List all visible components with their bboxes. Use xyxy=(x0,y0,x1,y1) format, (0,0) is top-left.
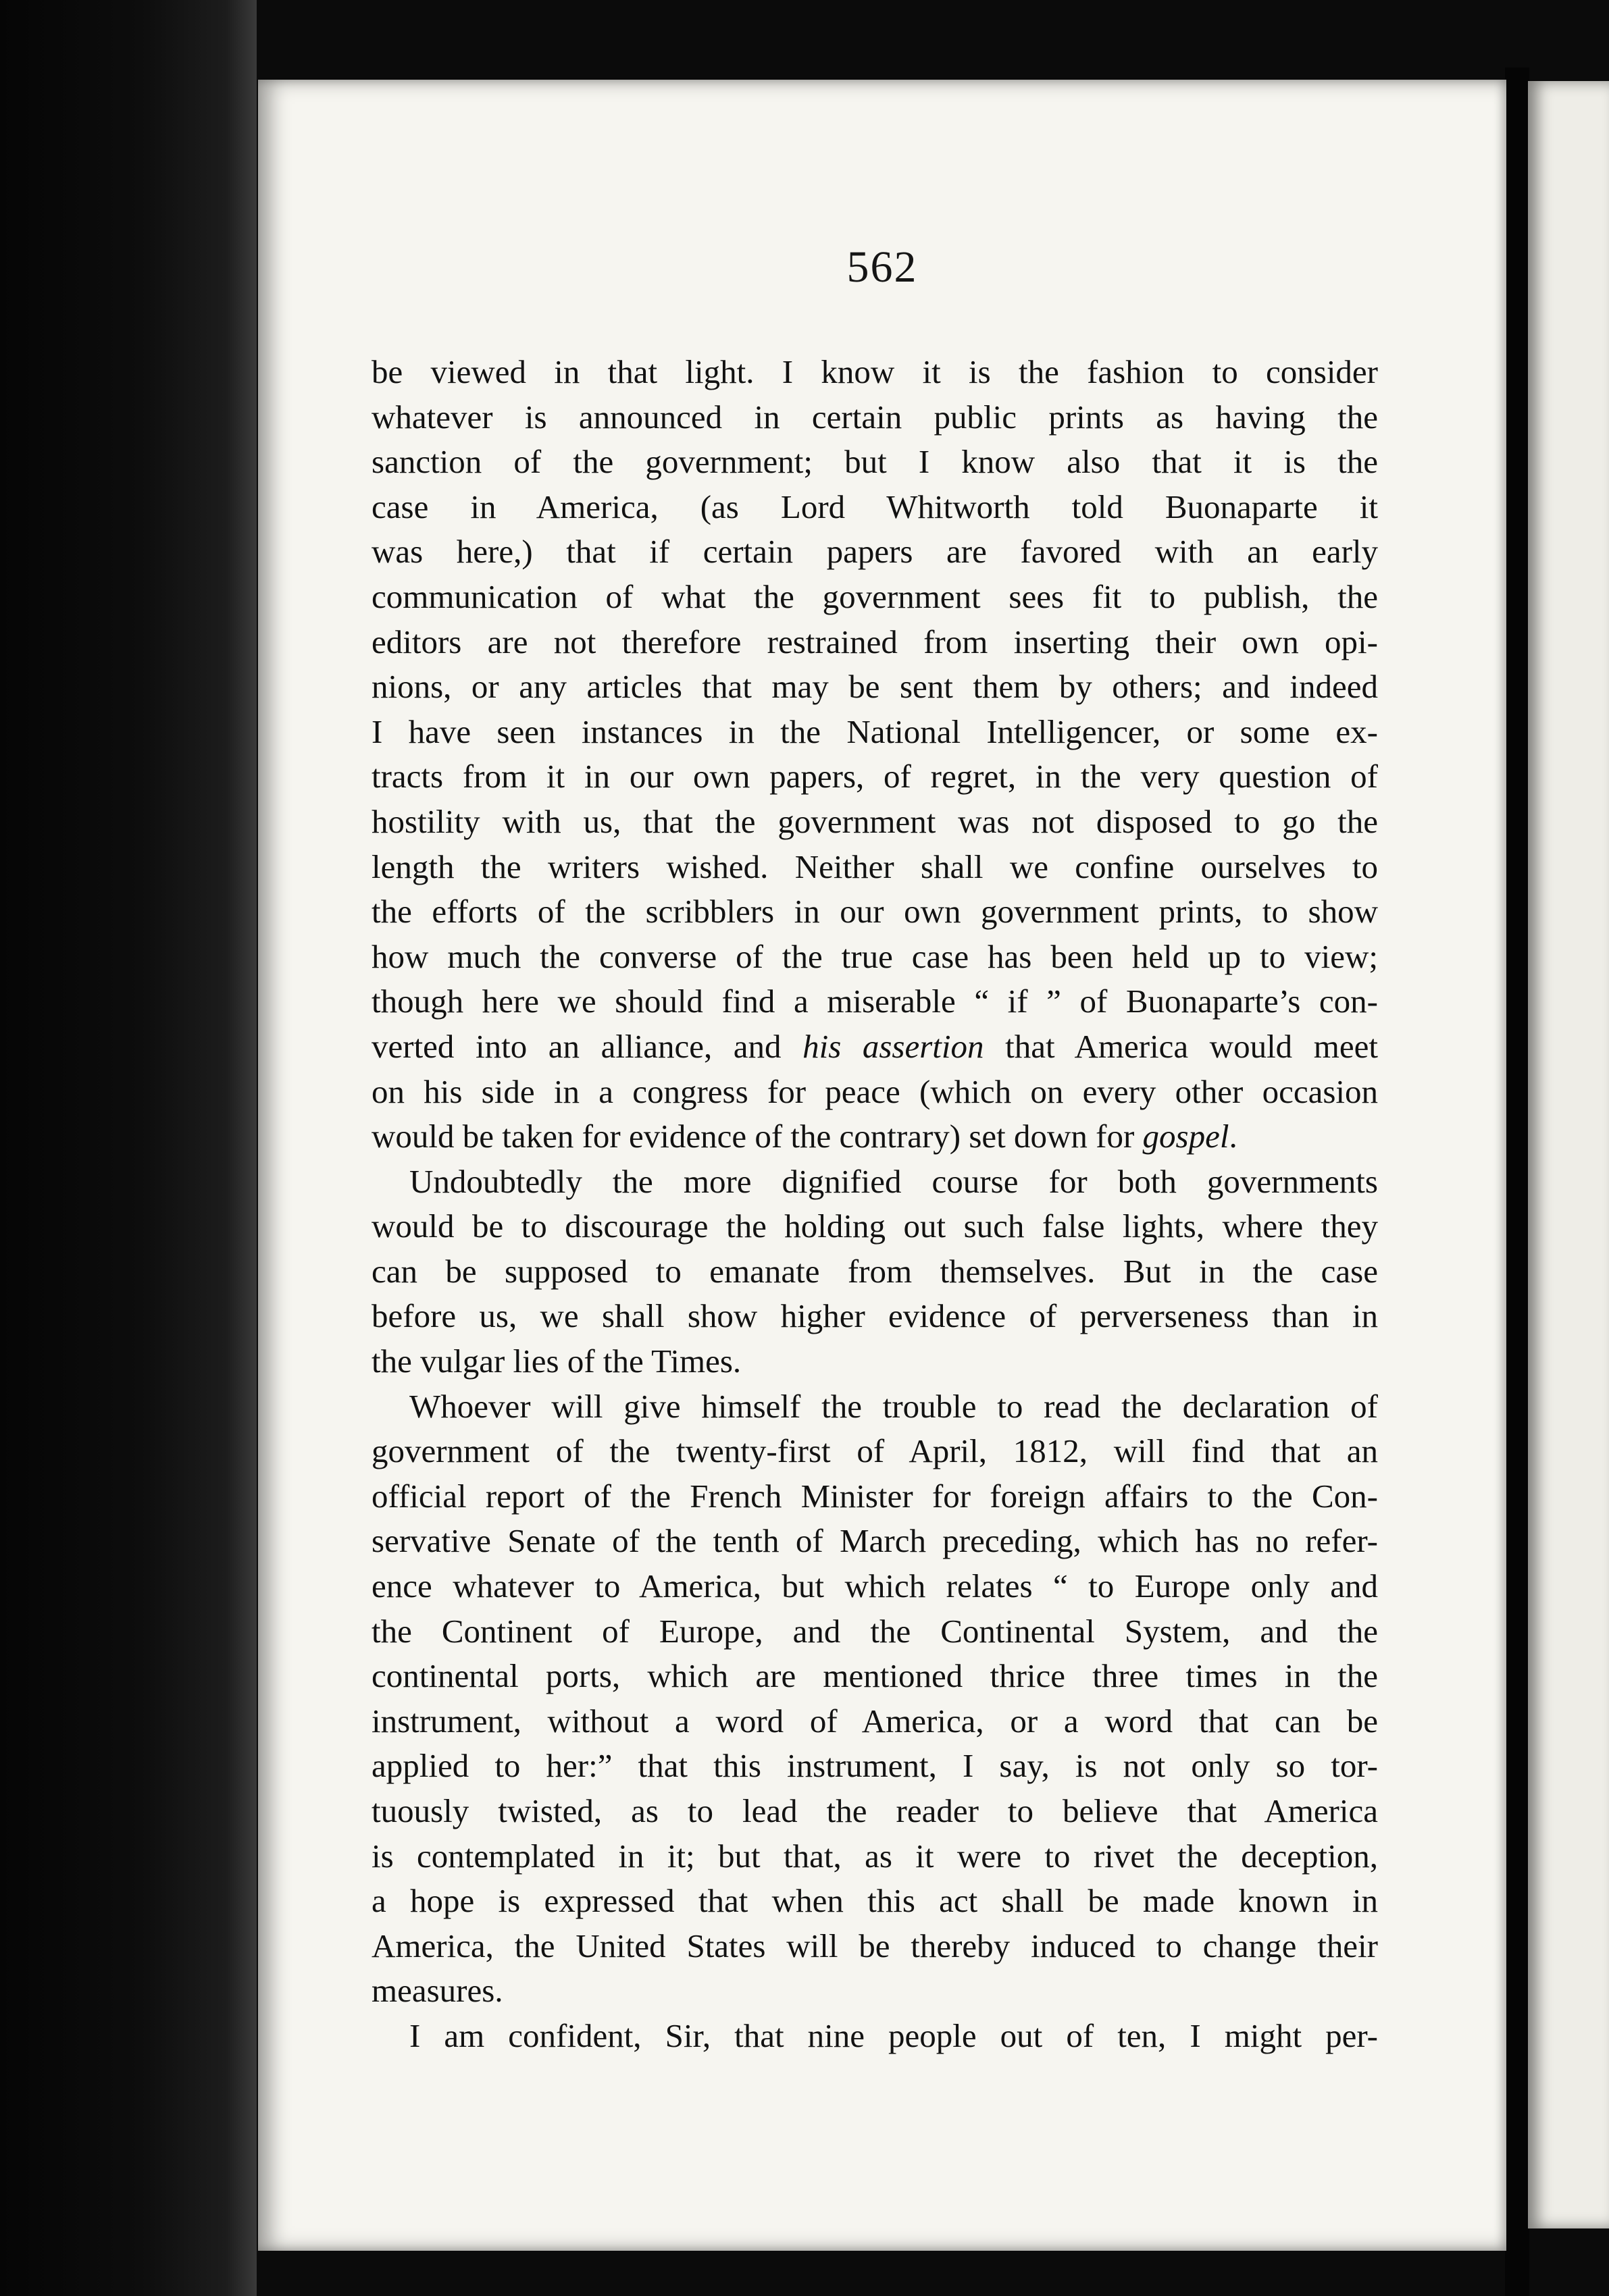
text-line: was here,) that if certain papers are favored with an early xyxy=(372,533,1378,571)
facing-page-edge xyxy=(1528,81,1609,2228)
text-line: length the writers wished. Neither shall we confine ourselves to xyxy=(372,847,1378,885)
paragraph-1 xyxy=(372,350,1378,1159)
text-line: official report of the French Minister for foreign affairs to the Con- xyxy=(372,1477,1378,1515)
page-text xyxy=(372,350,1378,2059)
scan-left-margin xyxy=(0,0,257,2296)
text-line: America, the United States will be thereby induced to change their xyxy=(372,1927,1378,1964)
book-page xyxy=(258,80,1506,2251)
text-line: continental ports, which are mentioned thrice three times in the xyxy=(372,1657,1378,1695)
text-line: editors are not therefore restrained from inserting their own opi- xyxy=(372,623,1378,660)
text-line: nions, or any articles that may be sent them by others; and indeed xyxy=(372,668,1378,706)
text-line: the vulgar lies of the Times. xyxy=(372,1342,742,1380)
text-line: the Continent of Europe, and the Continental System, and the xyxy=(372,1612,1378,1650)
text-line: servative Senate of the tenth of March preceding, which has no refer- xyxy=(372,1522,1378,1560)
text-line: would be to discourage the holding out such false lights, where they xyxy=(372,1207,1378,1245)
text-line: on his side in a congress for peace (which on every other occasion xyxy=(372,1072,1378,1110)
text-line: the efforts of the scribblers in our own government prints, to show xyxy=(372,893,1378,931)
text-line: I have seen instances in the National Intelligencer, or some ex- xyxy=(372,712,1378,750)
text-line: though here we should find a miserable “ if ” of Buonaparte’s con- xyxy=(372,983,1378,1020)
text-line: instrument, without a word of America, or a word that can be xyxy=(372,1702,1378,1740)
text-line: a hope is expressed that when this act shall be made known in xyxy=(372,1882,1378,1920)
book-gutter xyxy=(1505,68,1529,2296)
text-line: how much the converse of the true case has been held up to view; xyxy=(372,937,1378,975)
text-line: be viewed in that light. I know it is the fashion to consider xyxy=(372,353,1378,390)
paragraph-2 xyxy=(372,1159,1378,1384)
text-line: government of the twenty-first of April, 1812, will find that an xyxy=(372,1432,1378,1470)
text-line: before us, we shall show higher evidence of perverseness than in xyxy=(372,1297,1378,1335)
page-number: 562 xyxy=(846,242,918,292)
text-line: hostility with us, that the government was not disposed to go the xyxy=(372,802,1378,840)
text-line: would be taken for evidence of the contrary) set down for gospel. xyxy=(372,1118,1237,1155)
text-line: can be supposed to emanate from themselves. But in the case xyxy=(372,1252,1378,1290)
text-line: Whoever will give himself the trouble to read the declaration of xyxy=(409,1387,1378,1425)
text-line: ence whatever to America, but which relates “ to Europe only and xyxy=(372,1567,1378,1605)
paragraph-4 xyxy=(372,2014,1378,2059)
text-line: applied to her:” that this instrument, I say, is not only so tor- xyxy=(372,1747,1378,1785)
paragraph-3 xyxy=(372,1384,1378,2014)
text-line: is contemplated in it; but that, as it were to rivet the deception, xyxy=(372,1837,1378,1875)
text-line: I am confident, Sir, that nine people out of ten, I might per- xyxy=(409,2016,1378,2054)
text-line: tuously twisted, as to lead the reader to believe that America xyxy=(372,1792,1378,1829)
text-line: Undoubtedly the more dignified course for both governments xyxy=(409,1162,1378,1200)
text-line: tracts from it in our own papers, of regret, in the very question of xyxy=(372,758,1378,795)
text-line: measures. xyxy=(372,1972,503,2010)
text-line: case in America, (as Lord Whitworth told Buonaparte it xyxy=(372,488,1378,525)
text-line: communication of what the government sees fit to publish, the xyxy=(372,577,1378,615)
text-line: verted into an alliance, and his assertion that America would meet xyxy=(372,1027,1378,1065)
text-line: whatever is announced in certain public prints as having the xyxy=(372,398,1378,436)
text-line: sanction of the government; but I know also that it is the xyxy=(372,443,1378,481)
